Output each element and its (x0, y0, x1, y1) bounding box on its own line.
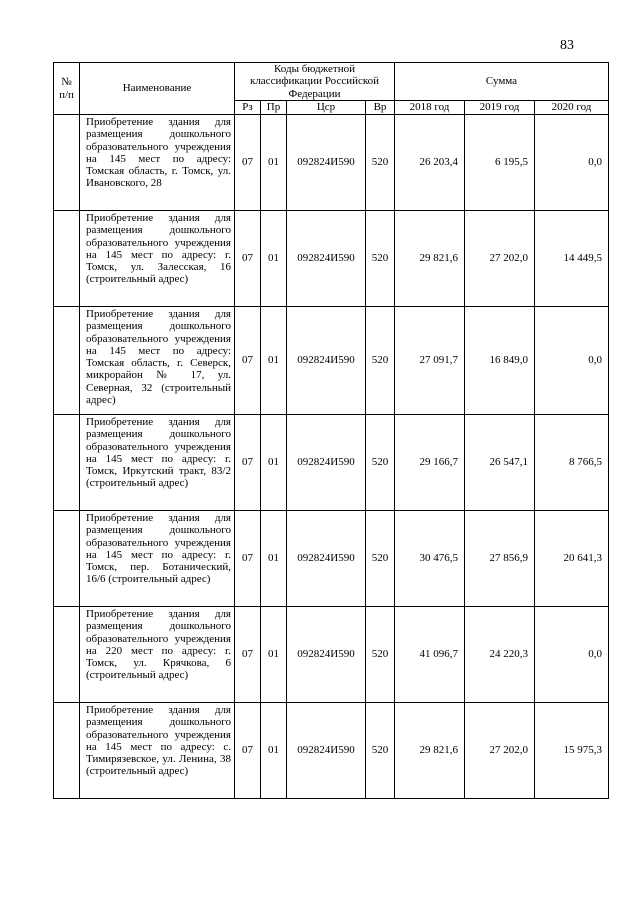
cell-csr: 092824И590 (287, 115, 366, 211)
cell-vr: 520 (366, 307, 395, 415)
cell-2020: 14 449,5 (535, 211, 609, 307)
cell-rz: 07 (235, 607, 261, 703)
cell-2020: 8 766,5 (535, 415, 609, 511)
header-codes: Коды бюджетной классификации Российской Федерации (235, 63, 395, 101)
cell-num (54, 115, 80, 211)
cell-num (54, 211, 80, 307)
header-2018: 2018 год (395, 101, 465, 115)
cell-rz: 07 (235, 307, 261, 415)
header-pr: Пр (261, 101, 287, 115)
cell-rz: 07 (235, 115, 261, 211)
cell-2020: 0,0 (535, 607, 609, 703)
cell-name: Приобретение здания для размещения дошкольного образовательного учреждения на 145 мест по адресу: г. Томск, пер. Ботанический, 16/6 (строительный адрес) (80, 511, 235, 607)
header-vr: Вр (366, 101, 395, 115)
table-row (54, 211, 609, 307)
cell-2020: 20 641,3 (535, 511, 609, 607)
cell-2019: 27 856,9 (465, 511, 535, 607)
cell-pr: 01 (261, 307, 287, 415)
cell-num (54, 307, 80, 415)
cell-name: Приобретение здания для размещения дошкольного образовательного учреждения на 145 мест по адресу: Томская область, г. Северск, микрорайон № 17, ул. Северная, 32 (строительный адрес) (80, 307, 235, 415)
cell-2020: 15 975,3 (535, 703, 609, 799)
cell-csr: 092824И590 (287, 511, 366, 607)
cell-csr: 092824И590 (287, 607, 366, 703)
table-row (54, 115, 609, 211)
cell-2019: 6 195,5 (465, 115, 535, 211)
cell-rz: 07 (235, 703, 261, 799)
cell-name: Приобретение здания для размещения дошкольного образовательного учреждения на 145 мест по адресу: г. Томск, ул. Залесская, 16 (строительный адрес) (80, 211, 235, 307)
cell-num (54, 703, 80, 799)
cell-2019: 24 220,3 (465, 607, 535, 703)
cell-2018: 29 821,6 (395, 703, 465, 799)
cell-2018: 30 476,5 (395, 511, 465, 607)
cell-2018: 27 091,7 (395, 307, 465, 415)
header-row-top (54, 63, 609, 101)
cell-pr: 01 (261, 415, 287, 511)
cell-num (54, 607, 80, 703)
header-2019: 2019 год (465, 101, 535, 115)
page-number: 83 (560, 38, 574, 53)
table-row (54, 607, 609, 703)
cell-2019: 27 202,0 (465, 211, 535, 307)
cell-num (54, 511, 80, 607)
cell-pr: 01 (261, 115, 287, 211)
cell-2018: 26 203,4 (395, 115, 465, 211)
table-row (54, 415, 609, 511)
cell-vr: 520 (366, 115, 395, 211)
cell-name: Приобретение здания для размещения дошкольного образовательного учреждения на 145 мест по адресу: с. Тимирязевское, ул. Ленина, 38 (строительный адрес) (80, 703, 235, 799)
table-row (54, 703, 609, 799)
cell-pr: 01 (261, 607, 287, 703)
header-num: № п/п (54, 63, 80, 115)
cell-2019: 16 849,0 (465, 307, 535, 415)
cell-vr: 520 (366, 511, 395, 607)
cell-2018: 41 096,7 (395, 607, 465, 703)
cell-rz: 07 (235, 511, 261, 607)
header-rz: Рз (235, 101, 261, 115)
cell-csr: 092824И590 (287, 703, 366, 799)
table-row (54, 307, 609, 415)
cell-csr: 092824И590 (287, 211, 366, 307)
cell-vr: 520 (366, 415, 395, 511)
cell-vr: 520 (366, 607, 395, 703)
cell-name: Приобретение здания для размещения дошкольного образовательного учреждения на 145 мест по адресу: г. Томск, Иркутский тракт, 83/2 (строительный адрес) (80, 415, 235, 511)
cell-pr: 01 (261, 703, 287, 799)
cell-rz: 07 (235, 211, 261, 307)
cell-csr: 092824И590 (287, 415, 366, 511)
cell-2019: 27 202,0 (465, 703, 535, 799)
cell-name: Приобретение здания для размещения дошкольного образовательного учреждения на 220 мест по адресу: г. Томск, ул. Крячкова, 6 (строительный адрес) (80, 607, 235, 703)
header-sum: Сумма (395, 63, 609, 101)
cell-num (54, 415, 80, 511)
budget-table (53, 62, 609, 799)
cell-2018: 29 821,6 (395, 211, 465, 307)
cell-vr: 520 (366, 211, 395, 307)
cell-2020: 0,0 (535, 115, 609, 211)
header-csr: Цср (287, 101, 366, 115)
cell-2020: 0,0 (535, 307, 609, 415)
cell-csr: 092824И590 (287, 307, 366, 415)
cell-pr: 01 (261, 511, 287, 607)
table-row (54, 511, 609, 607)
cell-vr: 520 (366, 703, 395, 799)
header-2020: 2020 год (535, 101, 609, 115)
cell-2019: 26 547,1 (465, 415, 535, 511)
cell-pr: 01 (261, 211, 287, 307)
cell-2018: 29 166,7 (395, 415, 465, 511)
cell-rz: 07 (235, 415, 261, 511)
cell-name: Приобретение здания для размещения дошкольного образовательного учреждения на 145 мест по адресу: Томская область, г. Томск, ул. Ивановского, 28 (80, 115, 235, 211)
header-name: Наименование (80, 63, 235, 115)
